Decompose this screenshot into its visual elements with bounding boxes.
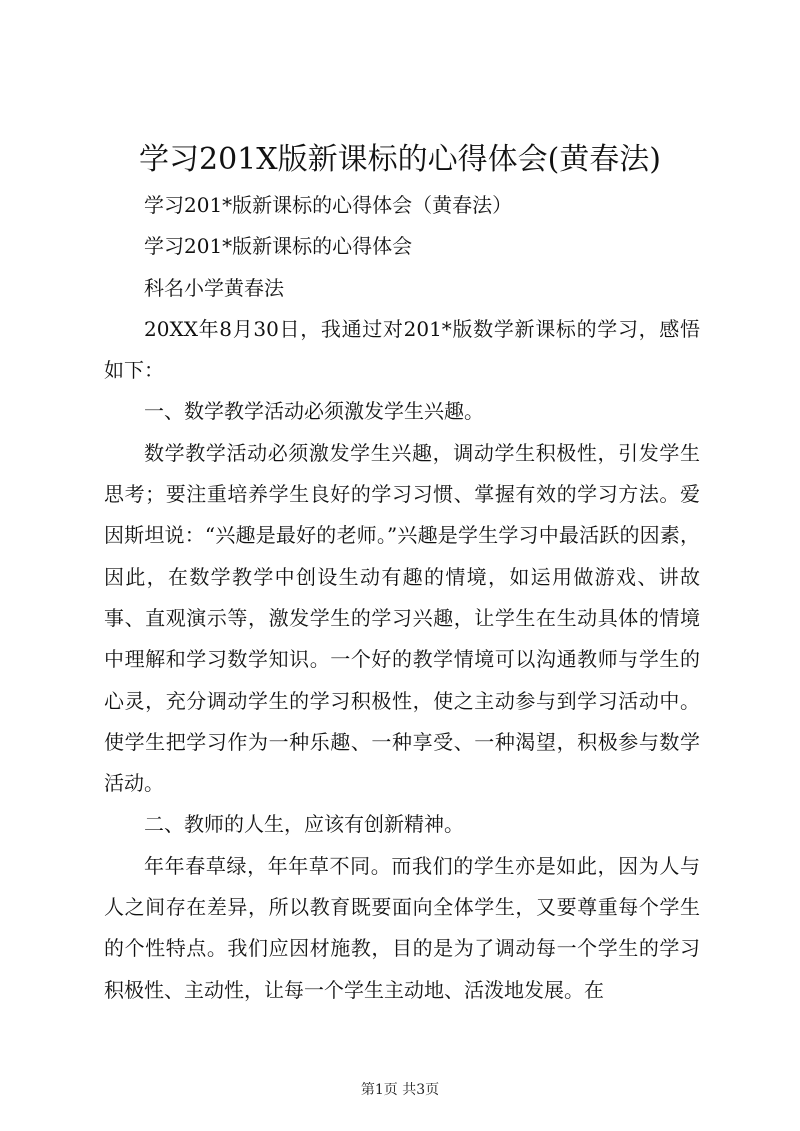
paragraph-section-2: 年年春草绿，年年草不同。而我们的学生亦是如此，因为人与人之间存在差异，所以教育既要面向全体学生，又要尊重每个学生的个性特点。我们应因材施教，目的是为了调动每一个学生的学习积极性、主动性，让每一个学生主动地、活泼地发展。在 (104, 853, 700, 1002)
document-title: 学习201X版新课标的心得体会(黄春法) (138, 142, 662, 177)
paragraph-heading: 学习201*版新课标的心得体会 (144, 234, 413, 259)
paragraph-author: 科名小学黄春法 (144, 275, 284, 300)
page-indicator: 第1页 共3页 (360, 1082, 440, 1098)
section-heading-1: 一、数学教学活动必须激发学生兴趣。 (144, 399, 484, 424)
paragraph-section-1: 数学教学活动必须激发学生兴趣，调动学生积极性，引发学生思考；要注重培养学生良好的学习习惯、掌握有效的学习方法。爱因斯坦说：“兴趣是最好的老师。”兴趣是学生学习中最活跃的因素，因此，在数学教学中创设生动有趣的情境，如运用做游戏、讲故事、直观演示等，激发学生的学习兴趣，让学生在生动具体的情境中理解和学习数学知识。一个好的教学情境可以沟通教师与学生的心灵，充分调动学生的学习积极性，使之主动参与到学习活动中。使学生把学习作为一种乐趣、一种享受、一种渴望，积极参与数学活动。 (104, 440, 700, 796)
paragraph-intro: 20XX年8月30日，我通过对201*版数学新课标的学习，感悟如下： (104, 316, 700, 383)
document-body (104, 185, 700, 1011)
paragraph-subtitle: 学习201*版新课标的心得体会（黄春法） (144, 193, 513, 217)
section-heading-2: 二、教师的人生，应该有创新精神。 (144, 812, 464, 837)
